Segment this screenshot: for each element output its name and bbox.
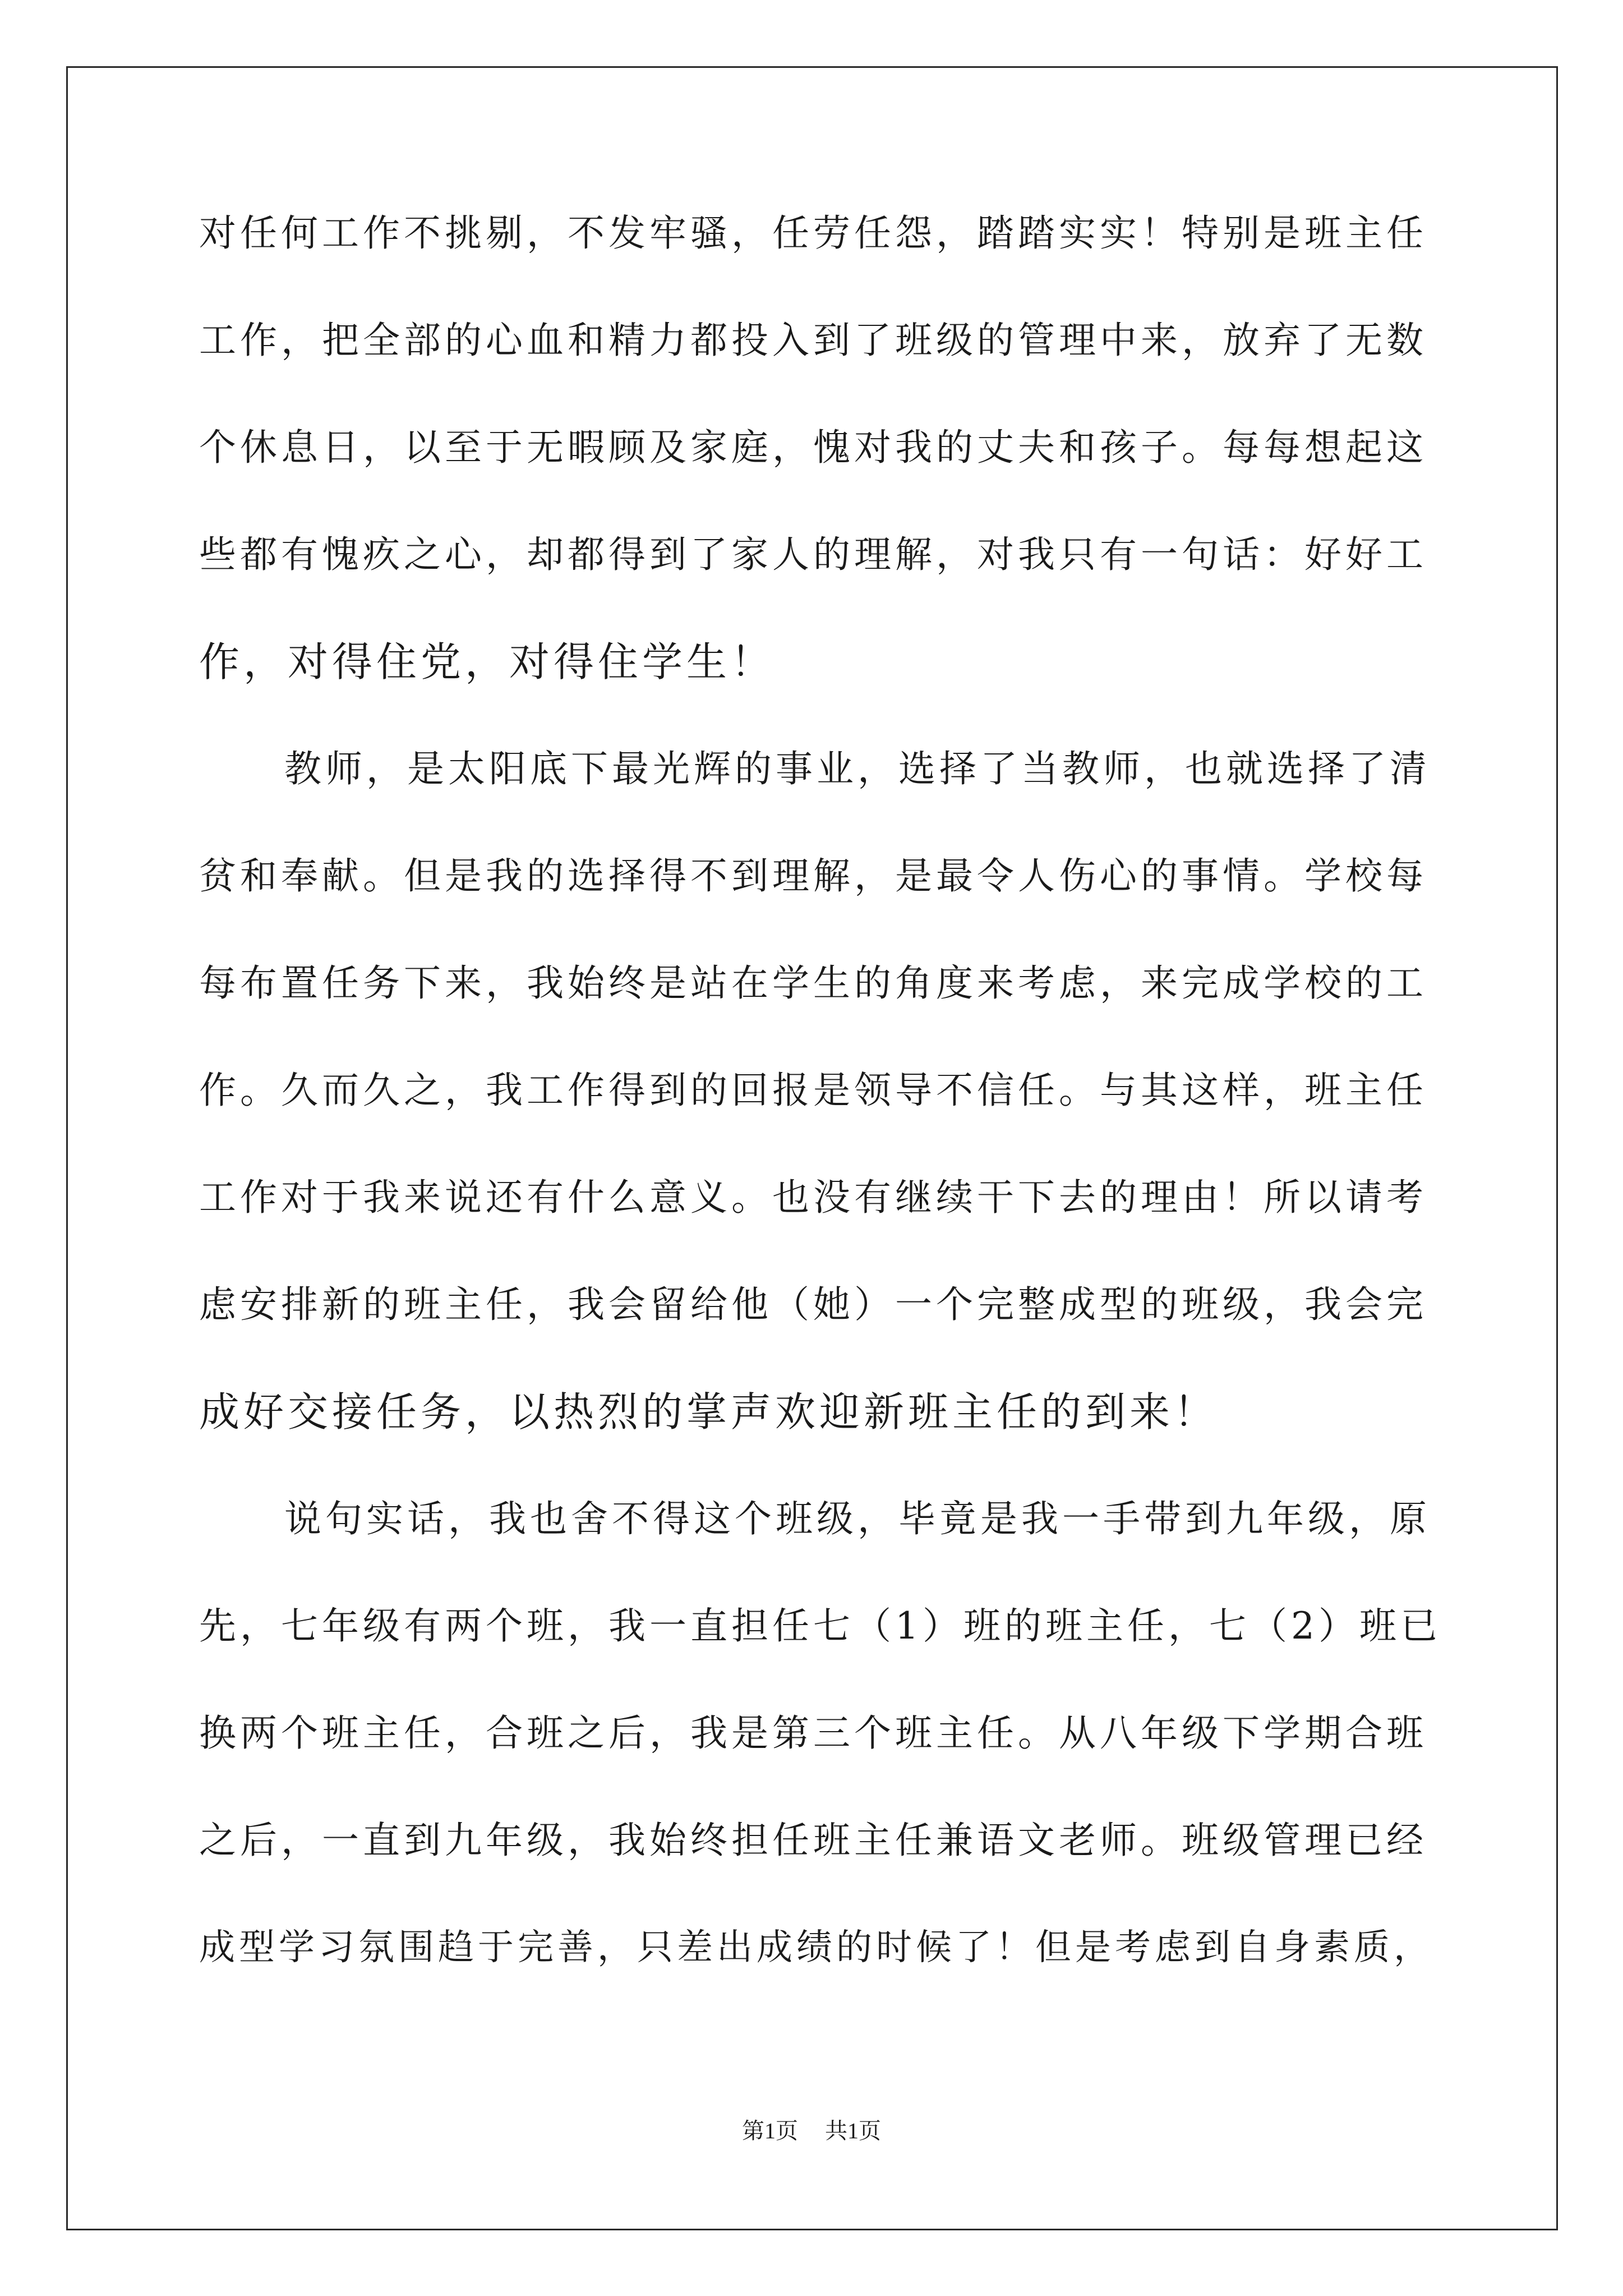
text-line: 作。久而久之，我工作得到的回报是领导不信任。与其这样，班主任	[199, 1069, 1427, 1112]
text-line: 作，对得住党，对得住学生！	[199, 638, 776, 685]
text-line: 对任何工作不挑剔，不发牢骚，任劳任怨，踏踏实实！特别是班主任	[199, 211, 1427, 255]
text-line: 工作，把全部的心血和精力都投入到了班级的管理中来，放弃了无数	[199, 319, 1427, 362]
text-line: 个休息日，以至于无暇顾及家庭，愧对我的丈夫和孩子。每每想起这	[199, 426, 1427, 469]
page-number-total: 共1页	[825, 2118, 881, 2143]
text-line: 虑安排新的班主任，我会留给他（她）一个完整成型的班级，我会完	[199, 1283, 1427, 1326]
text-line: 成型学习氛围趋于完善，只差出成绩的时候了！但是考虑到自身素质，	[199, 1927, 1433, 1968]
text-line: 每布置任务下来，我始终是站在学生的角度来考虑，来完成学校的工	[199, 961, 1427, 1005]
text-line: 之后，一直到九年级，我始终担任班主任兼语文老师。班级管理已经	[199, 1819, 1427, 1862]
page-footer	[0, 2119, 1623, 2143]
text-line: 教师，是太阳底下最光辉的事业，选择了当教师，也就选择了清	[284, 747, 1431, 790]
text-line: 贫和奉献。但是我的选择得不到理解，是最令人伤心的事情。学校每	[199, 854, 1427, 898]
text-line: 些都有愧疚之心，却都得到了家人的理解，对我只有一句话：好好工	[199, 533, 1427, 576]
text-line: 成好交接任务，以热烈的掌声欢迎新班主任的到来！	[199, 1388, 1219, 1435]
document-body	[199, 213, 1441, 2035]
text-line: 换两个班主任，合班之后，我是第三个班主任。从八年级下学期合班	[199, 1711, 1427, 1755]
text-line: 先，七年级有两个班，我一直担任七（1）班的班主任，七（2）班已	[199, 1604, 1441, 1648]
page-number-current: 第1页	[742, 2118, 798, 2143]
text-line: 工作对于我来说还有什么意义。也没有继续干下去的理由！所以请考	[199, 1176, 1427, 1219]
text-line: 说句实话，我也舍不得这个班级，毕竟是我一手带到九年级，原	[284, 1497, 1431, 1540]
